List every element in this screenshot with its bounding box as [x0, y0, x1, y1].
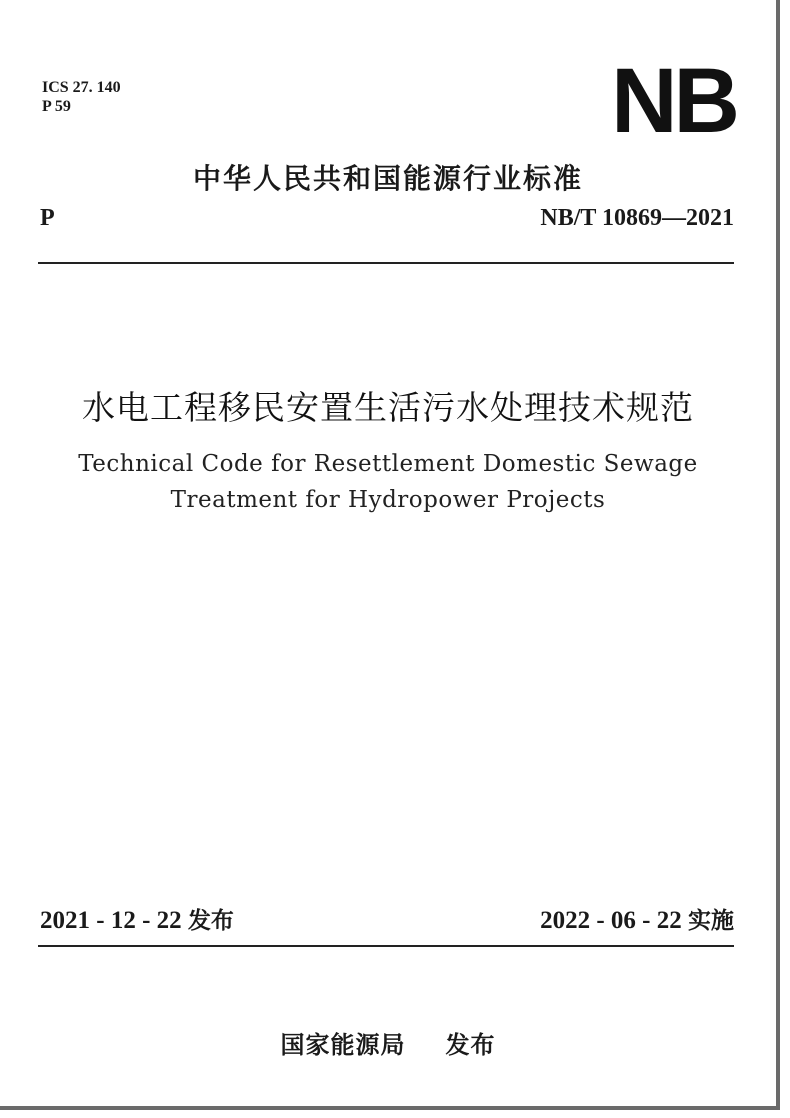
issue-date: 2021 - 12 - 22: [40, 907, 182, 934]
implement-label: 实施: [688, 908, 734, 934]
classification-code: P: [40, 205, 55, 231]
issue-date-block: [40, 902, 234, 935]
bottom-divider: [38, 945, 734, 947]
implement-date-block: [540, 902, 734, 935]
standard-number: NB/T 10869—2021: [540, 205, 734, 231]
standard-type-heading: 中华人民共和国能源行业标准: [192, 162, 583, 195]
top-divider: [38, 262, 734, 264]
nb-logo: NB: [611, 50, 736, 152]
issue-label: 发布: [187, 908, 234, 934]
title-chinese: 水电工程移民安置生活污水处理技术规范: [82, 388, 694, 427]
issuer-name: 国家能源局: [280, 1031, 406, 1059]
issuer-action: 发布: [445, 1031, 496, 1059]
ics-code: ICS 27. 140: [42, 79, 121, 96]
title-english-line-1: Technical Code for Resettlement Domestic Sewage: [78, 451, 698, 477]
ics-code-block: [42, 78, 121, 116]
issuer-block: [0, 1025, 776, 1060]
title-english: [0, 446, 776, 518]
ccs-code: P 59: [42, 98, 71, 115]
implement-date: 2022 - 06 - 22: [540, 907, 682, 934]
title-english-line-2: Treatment for Hydropower Projects: [170, 487, 606, 513]
